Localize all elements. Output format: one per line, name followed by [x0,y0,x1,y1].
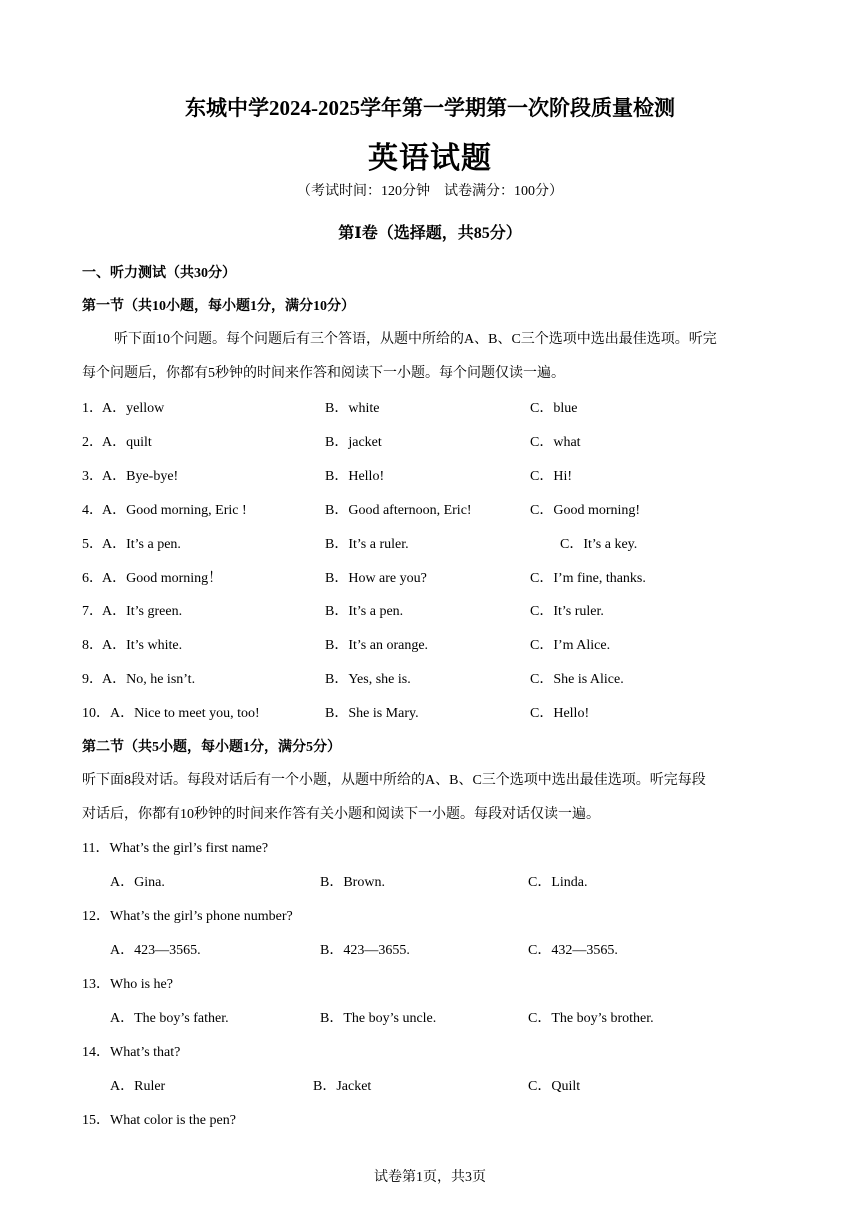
option-c: C．The boy’s brother. [528,1010,654,1026]
question-number: 3． [82,468,103,484]
page-footer: 试卷第1页，共3页 [374,1170,486,1185]
option-b: B．It’s an orange. [325,638,429,654]
question-stem: 15．What color is the pen? [82,1112,236,1128]
option-a: A．The boy’s father. [110,1010,229,1026]
question-number: 6． [82,570,103,586]
option-b: B．Good afternoon, Eric! [325,502,472,518]
option-a: A．Good morning！ [102,570,223,586]
question-number: 9． [82,672,103,688]
option-b: B．It’s a ruler. [325,536,409,552]
section1-instruction-line1: 听下面10个问题。每个问题后有三个答语，从题中所给的A、B、C三个选项中选出最佳选项。听完 [114,332,717,347]
option-a: A．yellow [102,401,165,416]
option-c: C．Hello! [530,706,590,722]
option-b: B．She is Mary. [325,706,419,722]
question-number: 4． [82,502,103,518]
section1-heading: 第一节（共10小题，每小题1分，满分10分） [82,299,355,314]
option-a: A．quilt [102,434,152,450]
option-a: A．Ruler [110,1078,166,1094]
question-number: 8． [82,638,103,654]
question-number: 5． [82,536,103,552]
option-a: A．It’s a pen. [102,536,181,552]
option-b: B．423—3655. [320,942,410,958]
option-b: B．jacket [325,434,382,450]
option-a: A．423—3565. [110,942,201,958]
question-stem: 13．Who is he? [82,976,173,992]
option-c: C．Hi! [530,468,572,484]
option-b: B．It’s a pen. [325,604,404,620]
option-a: A．Bye-bye! [102,468,179,484]
section1-instruction-line2: 每个问题后，你都有5秒钟的时间来作答和阅读下一小题。每个问题仅读一遍。 [82,366,565,381]
option-c: C．432—3565. [528,942,618,958]
option-a: A．It’s white. [102,638,183,654]
option-b: B．Brown. [320,875,385,890]
option-c: C．Good morning! [530,502,641,518]
question-stem: 11．What’s the girl’s first name? [82,841,269,856]
question-number: 1． [82,401,103,416]
volume-title: 第Ⅰ卷（选择题，共85分） [338,225,522,242]
option-b: B．Jacket [313,1078,372,1094]
option-c: C．blue [530,401,578,416]
option-c: C．Quilt [528,1078,581,1094]
question-number: 10． [82,706,110,722]
option-a: A．Nice to meet you, too! [110,706,260,722]
option-b: B．How are you? [325,570,427,586]
option-c: C．what [530,434,581,450]
option-a: A．It’s green. [102,604,183,620]
option-b: B．The boy’s uncle. [320,1010,437,1026]
option-a: A．Good morning, Eric ! [102,502,247,518]
option-b: B．white [325,401,380,416]
section2-instruction-line1: 听下面8段对话。每段对话后有一个小题，从题中所给的A、B、C三个选项中选出最佳选项。听完每段 [82,773,706,788]
exam-title: 东城中学2024-2025学年第一学期第一次阶段质量检测 [185,96,675,120]
option-c: C．It’s ruler. [530,604,604,620]
question-number: 7． [82,604,103,620]
option-a: A．Gina. [110,875,165,890]
option-b: B．Hello! [325,468,385,484]
question-number: 2． [82,434,103,450]
question-stem: 12．What’s the girl’s phone number? [82,908,293,924]
option-c: C．It’s a key. [560,536,638,552]
part1-heading: 一、听力测试（共30分） [82,266,236,281]
option-b: B．Yes, she is. [325,672,411,688]
option-c: C．I’m Alice. [530,638,611,654]
option-c: C．I’m fine, thanks. [530,570,646,586]
question-stem: 14．What’s that? [82,1044,181,1060]
section2-instruction-line2: 对话后，你都有10秒钟的时间来作答有关小题和阅读下一小题。每段对话仅读一遍。 [82,807,600,822]
option-a: A．No, he isn’t. [102,672,196,688]
exam-info: （考试时间：120分钟 试卷满分：100分） [297,184,563,199]
subject-title: 英语试题 [368,142,492,175]
section2-heading: 第二节（共5小题，每小题1分，满分5分） [82,740,341,755]
option-c: C．She is Alice. [530,672,624,688]
option-c: C．Linda. [528,875,588,890]
